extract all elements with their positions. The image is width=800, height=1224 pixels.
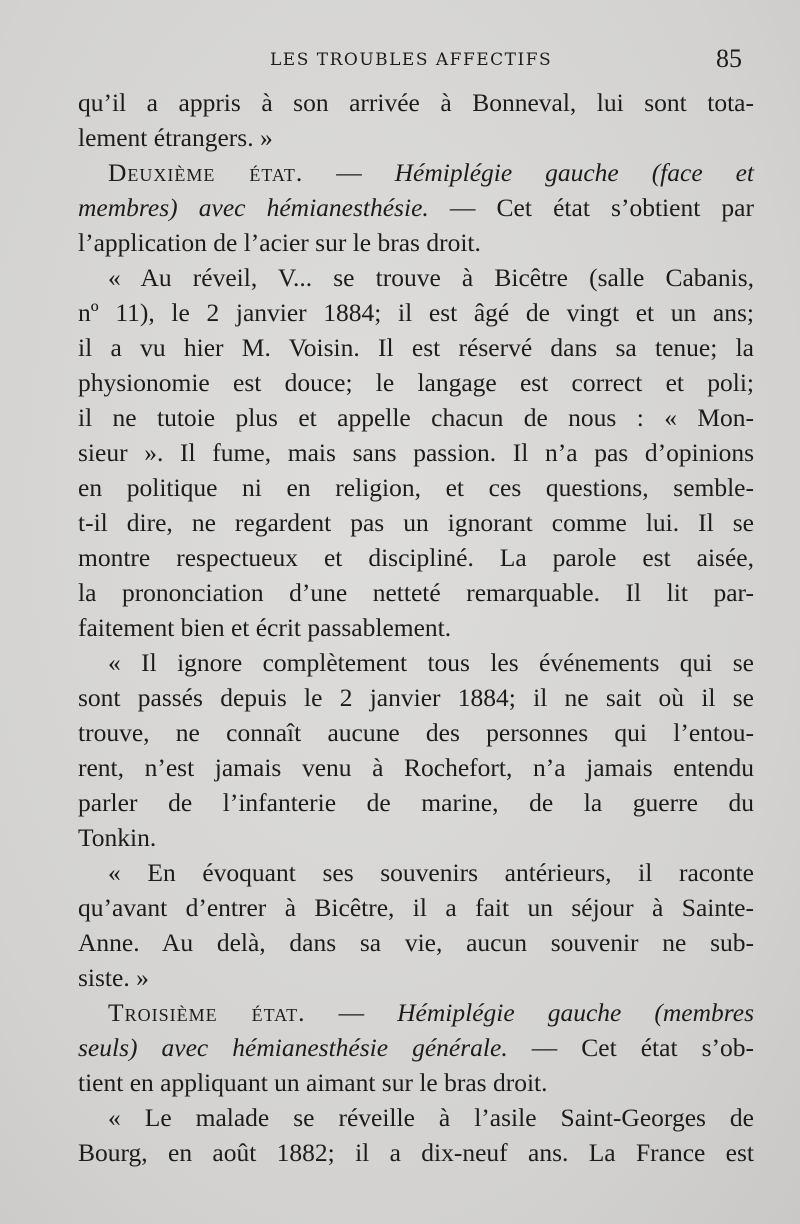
text-line — [78, 1030, 754, 1065]
text-line: nº 11), le 2 janvier 1884; il est âgé de vingt et un ans; — [78, 298, 754, 327]
text-line: qu’il a appris à son arrivée à Bonneval, lui sont tota- — [78, 88, 754, 117]
text-line: il a vu hier M. Voisin. Il est réservé dans sa tenue; la — [78, 333, 754, 362]
text-segment: — Cet état s’ob- — [507, 1033, 754, 1062]
italic-text: Hémiplégie gauche (face et — [394, 158, 754, 187]
body-text — [78, 85, 754, 1170]
text-segment: — — [305, 998, 398, 1027]
text-line: Anne. Au delà, dans sa vie, aucun souvenir ne sub- — [78, 928, 754, 957]
text-line: la prononciation d’une netteté remarquable. Il lit par- — [78, 578, 754, 607]
text-line: sieur ». Il fume, mais sans passion. Il n’a pas d’opinions — [78, 438, 754, 467]
text-line — [78, 155, 754, 190]
text-line: il ne tutoie plus et appelle chacun de nous : « Mon- — [78, 403, 754, 432]
text-line: « Le malade se réveille à l’asile Saint-Georges de — [108, 1103, 754, 1132]
italic-text: Hémiplégie gauche (membres — [397, 998, 755, 1027]
text-line: rent, n’est jamais venu à Rochefort, n’a jamais entendu — [78, 753, 754, 782]
text-segment: — Cet état s’obtient par — [428, 193, 754, 222]
text-line: trouve, ne connaît aucune des personnes qui l’entou- — [78, 718, 754, 747]
running-title: LES TROUBLES AFFECTIFS — [270, 50, 553, 70]
text-segment: — — [303, 158, 395, 187]
text-line: parler de l’infanterie de marine, de la guerre du — [78, 788, 754, 817]
italic-text: membres) avec hémianesthésie. — [78, 193, 429, 222]
text-line: « Il ignore complètement tous les événements qui se — [108, 648, 754, 677]
text-line: siste. » — [78, 963, 149, 992]
text-line: Tonkin. — [78, 823, 157, 852]
text-line — [78, 995, 754, 1030]
text-line: Bourg, en août 1882; il a dix-neuf ans. La France est — [78, 1138, 754, 1167]
text-line: « En évoquant ses souvenirs antérieurs, il raconte — [108, 858, 754, 887]
text-line: en politique ni en religion, et ces questions, semble- — [78, 473, 754, 502]
text-line: l’application de l’acier sur le bras droit. — [78, 228, 481, 257]
text-line: tient en appliquant un aimant sur le bras droit. — [78, 1068, 548, 1097]
text-line: t-il dire, ne regardent pas un ignorant comme lui. Il se — [78, 508, 754, 537]
text-line: lement étrangers. » — [78, 123, 273, 152]
italic-text: seuls) avec hémianesthésie générale. — [78, 1033, 508, 1062]
text-line: physionomie est douce; le langage est correct et poli; — [78, 368, 754, 397]
text-line: montre respectueux et discipliné. La parole est aisée, — [78, 543, 754, 572]
section-heading: Troisième état. — [108, 998, 306, 1027]
text-line — [78, 190, 754, 225]
text-line: « Au réveil, V... se trouve à Bicêtre (salle Cabanis, — [108, 263, 754, 292]
page-header — [0, 40, 800, 84]
text-line: sont passés depuis le 2 janvier 1884; il ne sait où il se — [78, 683, 754, 712]
text-line: faitement bien et écrit passablement. — [78, 613, 452, 642]
section-heading: Deuxième état. — [108, 158, 304, 187]
page-number: 85 — [716, 44, 742, 73]
text-line: qu’avant d’entrer à Bicêtre, il a fait un séjour à Sainte- — [78, 893, 754, 922]
